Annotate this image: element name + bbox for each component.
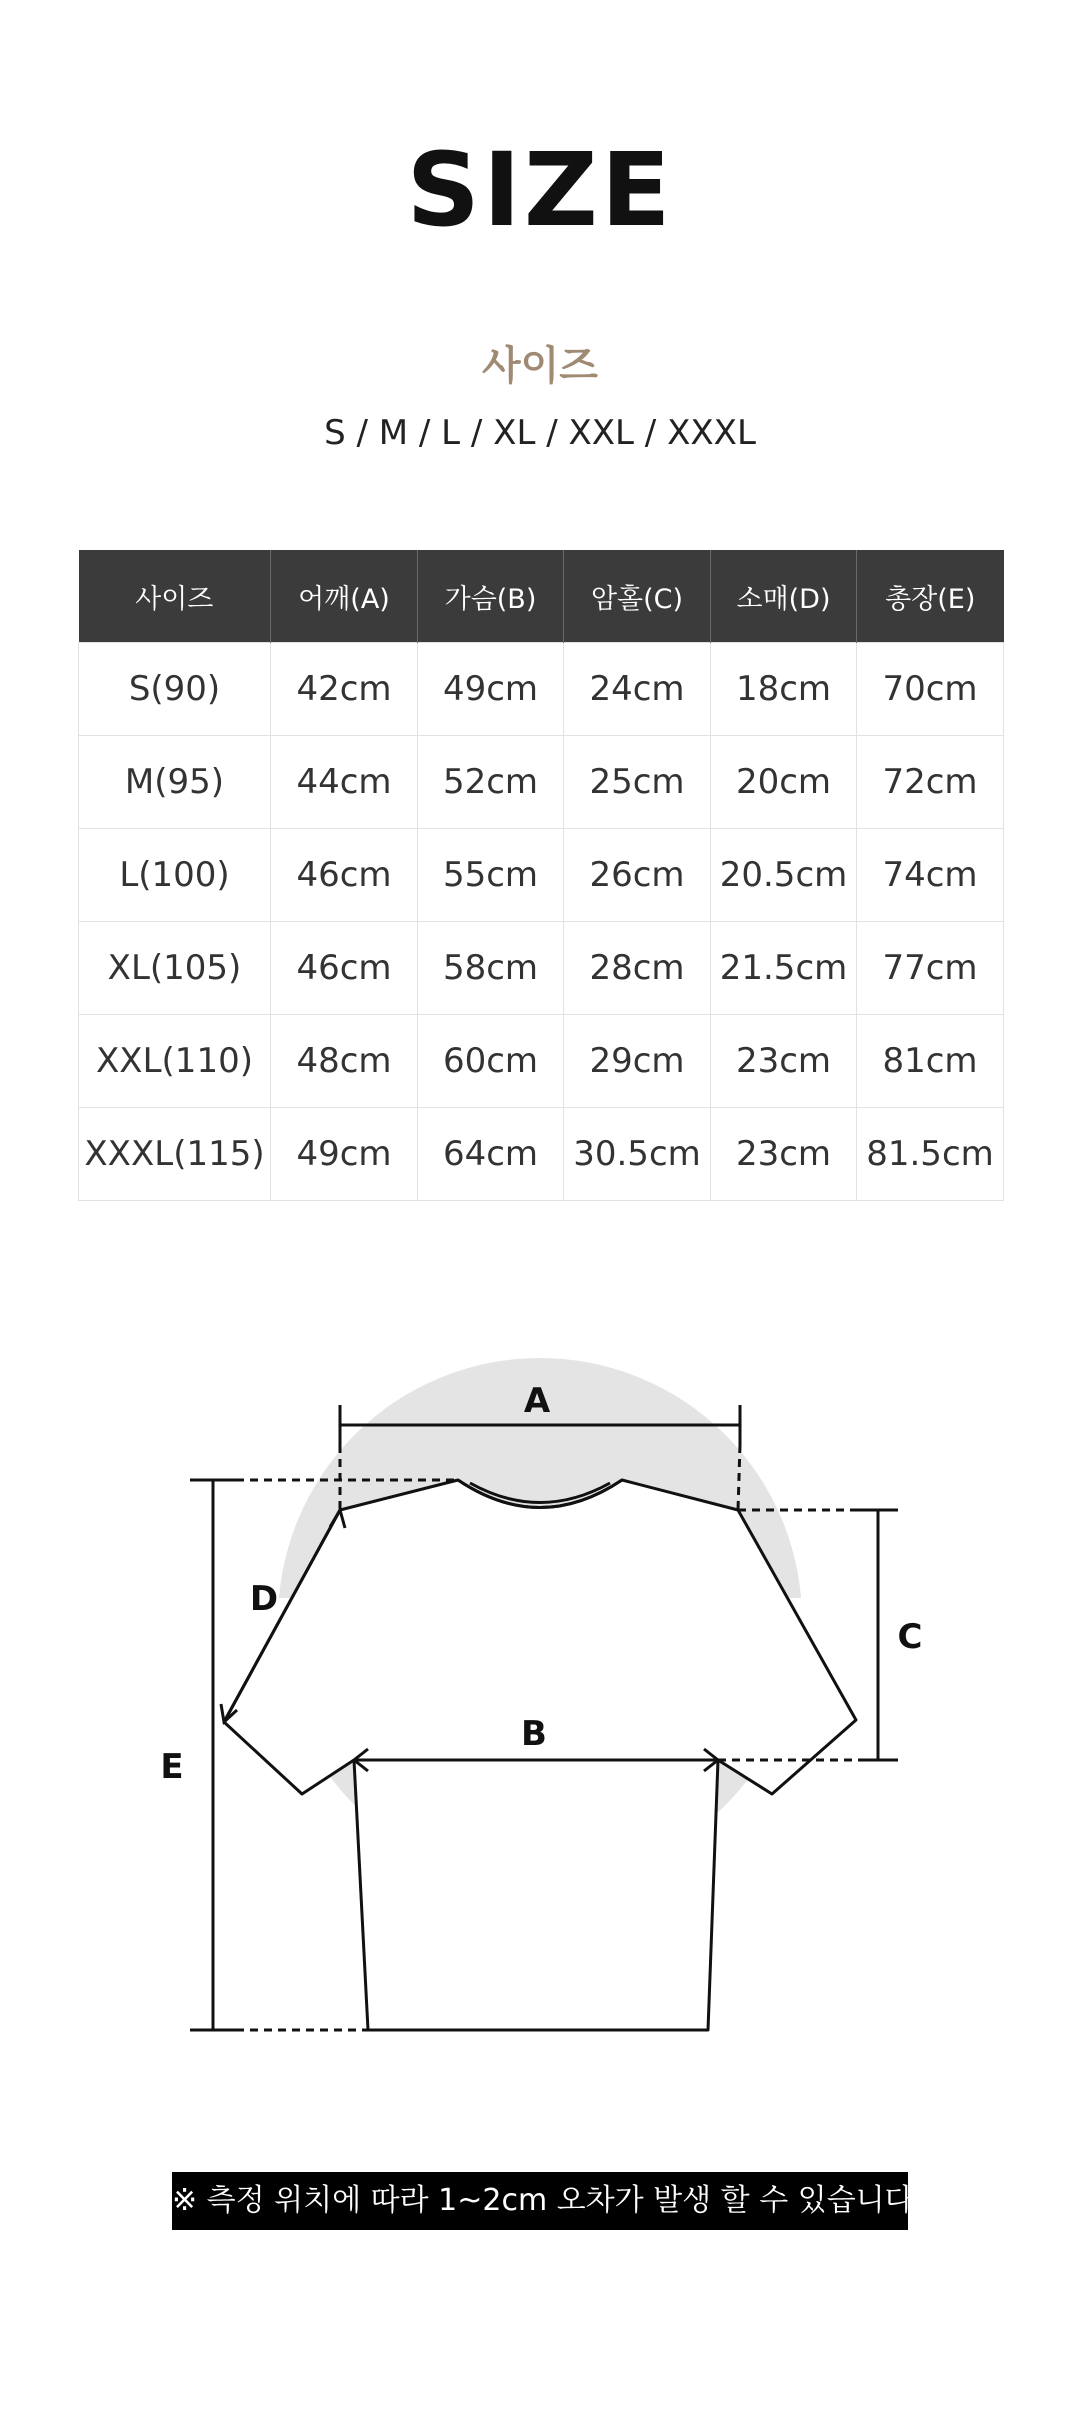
table-cell: XXL(110)	[79, 1015, 271, 1108]
table-cell: 20cm	[711, 736, 857, 829]
table-cell: 55cm	[418, 829, 564, 922]
table-cell: L(100)	[79, 829, 271, 922]
table-cell: 44cm	[271, 736, 418, 829]
measurement-diagram	[140, 1330, 940, 2070]
table-cell: 49cm	[418, 643, 564, 736]
table-cell: 23cm	[711, 1015, 857, 1108]
label-b: B	[521, 1714, 547, 1754]
table-cell: 24cm	[564, 643, 711, 736]
table-cell: XXXL(115)	[79, 1108, 271, 1201]
table-cell: 77cm	[857, 922, 1004, 1015]
label-c: C	[897, 1617, 923, 1657]
label-a: A	[523, 1381, 551, 1421]
table-row	[79, 643, 1004, 736]
size-table	[78, 550, 1004, 1201]
table-row	[79, 736, 1004, 829]
measurement-notice: ※ 측정 위치에 따라 1~2cm 오차가 발생 할 수 있습니다.	[172, 2172, 908, 2230]
table-cell: 29cm	[564, 1015, 711, 1108]
table-cell: 26cm	[564, 829, 711, 922]
table-cell: M(95)	[79, 736, 271, 829]
table-cell: 81.5cm	[857, 1108, 1004, 1201]
table-cell: 70cm	[857, 643, 1004, 736]
header-cell: 소매(D)	[711, 550, 857, 643]
header-cell: 가슴(B)	[418, 550, 564, 643]
table-row	[79, 1015, 1004, 1108]
header-cell: 어깨(A)	[271, 550, 418, 643]
table-cell: 18cm	[711, 643, 857, 736]
table-row	[79, 829, 1004, 922]
header-cell: 총장(E)	[857, 550, 1004, 643]
table-cell: 60cm	[418, 1015, 564, 1108]
tshirt-outline	[224, 1480, 856, 2030]
table-cell: 72cm	[857, 736, 1004, 829]
table-cell: 74cm	[857, 829, 1004, 922]
label-d: D	[249, 1579, 279, 1619]
label-e: E	[160, 1747, 184, 1787]
table-cell: 28cm	[564, 922, 711, 1015]
table-cell: 21.5cm	[711, 922, 857, 1015]
table-cell: 81cm	[857, 1015, 1004, 1108]
table-cell: 30.5cm	[564, 1108, 711, 1201]
size-subtitle: 사이즈	[482, 343, 598, 389]
table-cell: 58cm	[418, 922, 564, 1015]
available-sizes: S / M / L / XL / XXL / XXXL	[324, 413, 756, 453]
header-cell: 사이즈	[79, 550, 271, 643]
table-cell: 46cm	[271, 922, 418, 1015]
header-cell: 암홀(C)	[564, 550, 711, 643]
table-cell: 49cm	[271, 1108, 418, 1201]
table-cell: XL(105)	[79, 922, 271, 1015]
table-cell: 23cm	[711, 1108, 857, 1201]
table-row	[79, 1108, 1004, 1201]
table-cell: S(90)	[79, 643, 271, 736]
page-title: SIZE	[406, 131, 674, 250]
table-cell: 52cm	[418, 736, 564, 829]
table-cell: 42cm	[271, 643, 418, 736]
table-cell: 20.5cm	[711, 829, 857, 922]
table-cell: 46cm	[271, 829, 418, 922]
table-cell: 64cm	[418, 1108, 564, 1201]
table-header-row	[79, 550, 1004, 643]
table-cell: 25cm	[564, 736, 711, 829]
table-cell: 48cm	[271, 1015, 418, 1108]
table-row	[79, 922, 1004, 1015]
